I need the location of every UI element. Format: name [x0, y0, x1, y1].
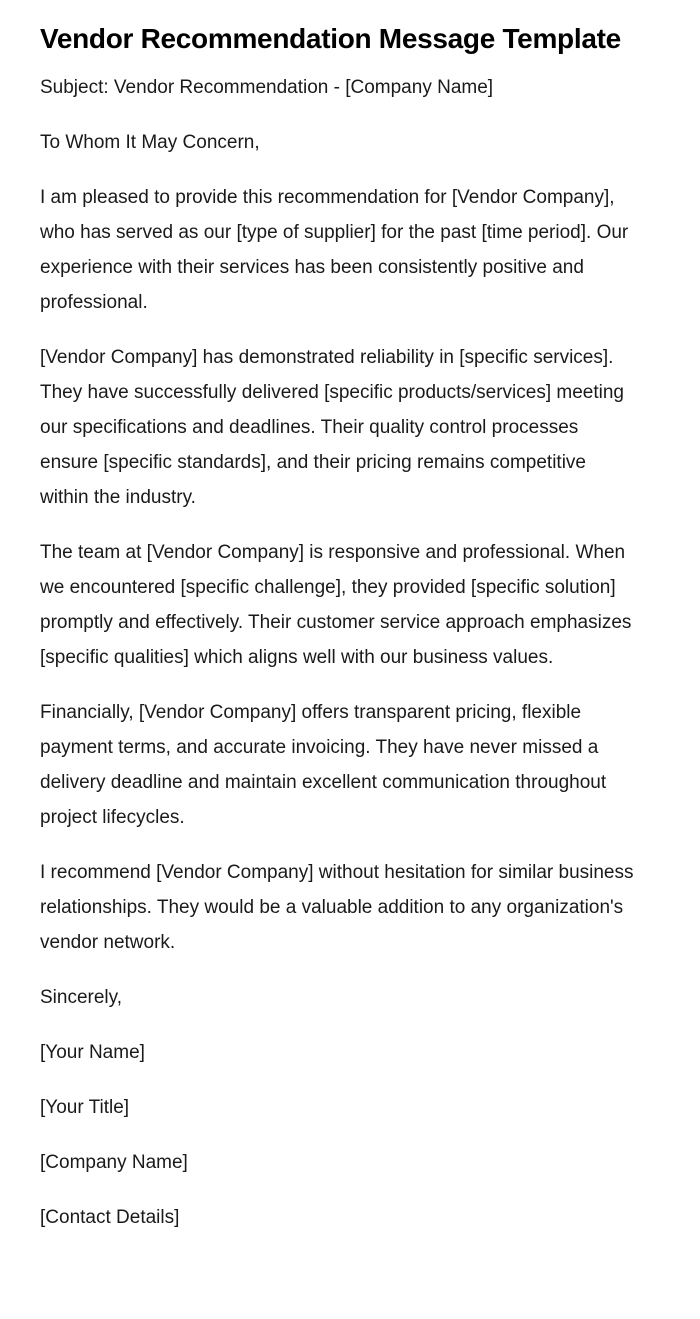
signature-company-name: [Company Name]	[40, 1152, 188, 1173]
closing: Sincerely,	[40, 987, 123, 1008]
paragraph-financial: Financially, [Vendor Company] offers transparent pricing, flexible payment terms, and accurate invoicing. They have never missed a delivery deadline and maintain excellent communication throughout project lifecycles.	[40, 702, 607, 828]
paragraph-reliability: [Vendor Company] has demonstrated reliability in [specific services]. They have successfully delivered [specific products/services] meeting our specifications and deadlines. Their quality control processes ensure [specific standards], and their pricing remains competitive within the industry.	[40, 347, 624, 508]
page-title: Vendor Recommendation Message Template	[40, 23, 621, 54]
subject-line: Subject: Vendor Recommendation - [Company Name]	[40, 77, 494, 98]
signature-your-title: [Your Title]	[40, 1097, 130, 1118]
signature-your-name: [Your Name]	[40, 1042, 145, 1063]
signature-contact-details: [Contact Details]	[40, 1207, 180, 1228]
salutation: To Whom It May Concern,	[40, 132, 260, 153]
paragraph-team-service: The team at [Vendor Company] is responsive and professional. When we encountered [specific challenge], they provided [specific solution] promptly and effectively. Their customer service approach emphasizes [specific qualities] which aligns well with our business values.	[40, 542, 632, 668]
paragraph-introduction: I am pleased to provide this recommendation for [Vendor Company], who has served as our [type of supplier] for the past [time period]. Our experience with their services has been consistently positive and professional.	[40, 187, 629, 313]
paragraph-recommendation: I recommend [Vendor Company] without hesitation for similar business relationships. They would be a valuable addition to any organization's vendor network.	[40, 862, 634, 953]
